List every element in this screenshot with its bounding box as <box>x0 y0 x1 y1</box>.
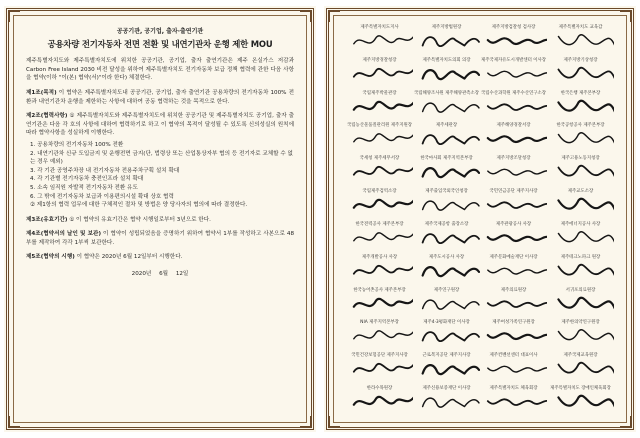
handwritten-signature <box>553 97 614 117</box>
signature-cell <box>547 90 614 123</box>
handwritten-signature <box>352 392 413 412</box>
handwritten-signature <box>419 162 480 182</box>
handwritten-signature <box>486 261 547 281</box>
signatory-org: 제주세관장 <box>435 123 458 129</box>
date-day: 12일 <box>175 271 189 278</box>
signature-stroke <box>423 333 479 342</box>
signature-cell <box>480 319 547 352</box>
article-text: 이 협약이 성립되었음을 증명하기 위하여 협약서 1부를 작성하고 사본으로 48부를 제작하여 각각 1부씩 보관한다. <box>26 231 294 246</box>
signature-cell <box>346 319 413 352</box>
signature-cell <box>346 155 413 188</box>
handwritten-signature <box>352 31 413 51</box>
handwritten-signature <box>486 392 547 412</box>
signature-grid <box>346 24 614 418</box>
signature-cell <box>346 122 413 155</box>
signature-stroke <box>354 266 413 274</box>
signatory-org: 제주국제교육원장 <box>563 353 598 359</box>
signatory-org: 제주국제자유도시개발센터 이사장 <box>480 57 547 63</box>
list-item: 2. 내연기관차 신규 도입금지 및 운행전면 금지(단, 법령상 또는 산업통상자부 협의 등 전기자로 교체할 수 없는 경우 예외) <box>30 150 293 166</box>
signature-stroke <box>488 235 547 241</box>
handwritten-signature <box>419 129 480 149</box>
handwritten-signature <box>553 359 614 379</box>
handwritten-signature <box>486 228 547 248</box>
signature-stroke <box>354 298 413 306</box>
signature-cell <box>346 221 413 254</box>
corner-ornament <box>329 416 340 427</box>
signature-stroke <box>488 71 547 77</box>
signatory-org: 제주신용보증재단 이사장 <box>422 386 471 392</box>
handwritten-signature <box>553 64 614 84</box>
article-5 <box>26 253 294 262</box>
article-text: 이 협약은 제주특별자치도내 공공기관, 공기업, 출자 출연기관 공용차량의 전기자동차 100% 전환과 내연기관차 운행을 제한하는 사항에 대하여 공동 협력하는 것을 목적으로 한다. <box>26 89 295 105</box>
article-heading: 제2조(협력사항) <box>26 113 68 120</box>
handwritten-signature <box>352 294 413 314</box>
document-subtitle: 공공기관, 공기업, 출자·출연기관 <box>116 28 204 35</box>
signature-cell <box>480 24 547 57</box>
signature-stroke <box>354 200 413 208</box>
signature-cell <box>547 221 614 254</box>
signature-stroke <box>488 202 547 208</box>
signatory-org: 국립농산물품질관리원 제주지원장 <box>346 123 413 129</box>
signature-cell <box>547 352 614 385</box>
signatory-org: 제주특별자치도 교육감 <box>558 25 603 30</box>
article-2 <box>26 112 294 138</box>
signature-cell <box>547 385 614 418</box>
corner-ornament <box>300 11 311 22</box>
list-item: 1. 공용차량의 전기자동차 100% 전환 <box>30 141 124 148</box>
handwritten-signature <box>486 64 547 84</box>
signature-stroke <box>558 232 614 243</box>
handwritten-signature <box>486 294 547 314</box>
handwritten-signature <box>553 392 614 412</box>
signature-cell <box>480 352 547 385</box>
list-item: ② 제1항의 협력 업무에 대한 구체적인 절차 및 방법은 양 당사자의 협의에 따라 결정한다. <box>30 202 248 209</box>
article-heading: 제5조(협약의 시행) <box>26 254 75 261</box>
signature-cell <box>547 122 614 155</box>
list-item: 3. 각 기관 공영주차장 내 전기자동차 전용주차구획 설치 확대 <box>30 167 180 174</box>
signature-stroke <box>354 167 413 175</box>
signatory-org: 제주특별자치도지사 <box>360 25 399 30</box>
signatory-org: 근로복지공단 제주지사장 <box>422 353 471 359</box>
signature-stroke <box>423 300 479 309</box>
signatory-org: 한국공항공사 제주본부장 <box>556 123 605 129</box>
article-heading: 제1조(목적) <box>26 89 57 96</box>
signature-cell <box>480 155 547 188</box>
signatory-org: 한국농어촌공사 제주본부장 <box>353 287 406 293</box>
cooperation-items <box>30 141 294 210</box>
signature-cell <box>413 90 480 123</box>
signature-stroke <box>423 234 479 243</box>
signature-stroke <box>354 364 413 372</box>
signature-stroke <box>488 399 547 405</box>
signature-cell <box>480 385 547 418</box>
signature-cell <box>547 24 614 57</box>
article-text: ① 제주특별자치도와 제주특별자치도에 위치한 공공기관 및 제주특별자치도 공기업, 출자 출연기관은 다음 각 호의 사항에 대하여 협력하기로 하고 이 협약의 목적이 달성될 수 있도록 신의성실의 원칙에 따라 협약사항을 성실하게 이행한다. <box>26 113 294 137</box>
signatory-org: 제주4·3평화재단 이사장 <box>423 320 470 326</box>
signature-stroke <box>423 37 479 46</box>
signatory-org: 제주도시공사 사장 <box>428 254 465 260</box>
article-text: 이 협약은 2020년 6월 12일부터 시행한다. <box>76 254 183 261</box>
handwritten-signature <box>553 162 614 182</box>
signature-stroke <box>488 104 547 110</box>
mou-content <box>26 28 294 414</box>
signatory-org: 제주특별자치도의회 의장 <box>422 57 471 63</box>
signature-panel <box>324 6 636 432</box>
handwritten-signature <box>486 97 547 117</box>
article-heading: 제3조(유효기간) <box>26 216 68 223</box>
signature-stroke <box>354 331 413 339</box>
signature-stroke <box>488 38 547 44</box>
handwritten-signature <box>553 195 614 215</box>
signature-cell <box>480 254 547 287</box>
signature-stroke <box>558 199 614 210</box>
signature-stroke <box>488 268 547 274</box>
handwritten-signature <box>352 64 413 84</box>
signature-cell <box>413 287 480 320</box>
signatory-org: 제주지방경찰청장 <box>362 57 397 63</box>
signature-stroke <box>423 365 479 374</box>
handwritten-signature <box>486 195 547 215</box>
handwritten-signature <box>352 129 413 149</box>
signatory-org: 국립제주검역소장 <box>362 189 397 195</box>
article-3 <box>26 216 294 225</box>
signature-stroke <box>558 68 614 79</box>
signatory-org: 제주연구원장 <box>433 287 460 293</box>
signature-cell <box>346 90 413 123</box>
signature-cell <box>346 385 413 418</box>
corner-ornament <box>300 416 311 427</box>
signature-cell <box>480 188 547 221</box>
signatory-org: 국민연금공단 제주지사장 <box>489 189 538 195</box>
corner-ornament <box>9 11 20 22</box>
handwritten-signature <box>553 129 614 149</box>
list-item: 4. 각 기관별 전기자동차 충전인프라 설치 확대 <box>30 176 144 183</box>
date-month: 6월 <box>159 271 169 278</box>
signature-stroke <box>423 136 479 145</box>
signatory-org: 제주여성가족연구원장 <box>492 320 535 326</box>
signatory-org: 제주고용노동지청장 <box>561 156 600 162</box>
signing-date <box>26 270 294 279</box>
signature-cell <box>346 352 413 385</box>
signatory-org: 제주출입국외국인청장 <box>425 189 468 195</box>
article-1 <box>26 89 294 106</box>
signature-stroke <box>488 301 547 307</box>
mou-document-panel <box>4 6 316 432</box>
list-item: 5. 소속 임직원 자발적 전기자동차 전환 유도 <box>30 184 138 191</box>
handwritten-signature <box>419 392 480 412</box>
date-year: 2020년 <box>131 271 152 278</box>
signature-stroke <box>354 233 413 241</box>
signatory-org: 한국은행 제주본부장 <box>560 90 601 96</box>
signature-cell <box>413 188 480 221</box>
handwritten-signature <box>553 228 614 248</box>
handwritten-signature <box>419 64 480 84</box>
signatory-org: 제주컨벤션센터 대표이사 <box>489 353 538 359</box>
signature-cell <box>346 287 413 320</box>
signatory-org: 제주의료원장 <box>500 287 527 293</box>
handwritten-signature <box>419 31 480 51</box>
signatory-org: 제주에너지공사 사장 <box>560 221 601 227</box>
handwritten-signature <box>486 129 547 149</box>
signatory-org: 제주지방기상청장 <box>563 57 598 63</box>
signatory-org: 제주한의약연구원장 <box>561 320 600 326</box>
signature-stroke <box>423 168 479 177</box>
signature-cell <box>346 254 413 287</box>
signatory-org: NIA 제주지역본부장 <box>360 320 399 326</box>
signature-stroke <box>558 133 614 144</box>
article-4 <box>26 230 294 247</box>
signature-stroke <box>423 201 479 210</box>
handwritten-signature <box>352 261 413 281</box>
corner-ornament <box>9 416 20 427</box>
handwritten-signature <box>419 195 480 215</box>
signature-stroke <box>423 70 479 79</box>
intro-paragraph: 제주특별자치도와 제주특별자치도에 위치한 공공기관, 공기업, 출자 출연기관은 제주 온실가스 저감과 Carbon Free Island 2030 비전 달성을 위하여 제주특별자치도 전기자동차 보급 정책 협력에 관한 다음 사항을 협약(이하 "이(본) 협약(서)"이라 한다) 체결한다. <box>26 58 294 82</box>
signature-stroke <box>488 367 547 373</box>
handwritten-signature <box>486 326 547 346</box>
signature-stroke <box>423 267 479 276</box>
article-heading: 제4조(협약서의 날인 및 보관) <box>26 231 102 238</box>
signature-stroke <box>488 137 547 143</box>
signature-stroke <box>488 334 547 340</box>
article-text: ① 이 협약의 유효기간은 협약 시행일로부터 3년으로 한다. <box>69 216 211 223</box>
handwritten-signature <box>352 162 413 182</box>
handwritten-signature <box>553 326 614 346</box>
signature-cell <box>480 122 547 155</box>
handwritten-signature <box>553 294 614 314</box>
corner-ornament <box>329 11 340 22</box>
corner-ornament <box>620 11 631 22</box>
handwritten-signature <box>352 195 413 215</box>
handwritten-signature <box>419 261 480 281</box>
signature-cell <box>346 57 413 90</box>
signatory-org: 제주특별자치도 체육회장 <box>489 386 538 392</box>
signature-cell <box>547 319 614 352</box>
signature-stroke <box>558 265 614 276</box>
signature-cell <box>346 24 413 57</box>
signature-cell <box>547 188 614 221</box>
signature-cell <box>413 221 480 254</box>
handwritten-signature <box>553 261 614 281</box>
signature-cell <box>413 352 480 385</box>
handwritten-signature <box>352 326 413 346</box>
signature-cell <box>413 254 480 287</box>
signatory-org: 제주지방검찰청 검사장 <box>491 25 536 30</box>
handwritten-signature <box>352 228 413 248</box>
signature-stroke <box>488 170 547 176</box>
signature-stroke <box>423 103 479 112</box>
signatory-org: 제주관광공사 사장 <box>495 221 532 227</box>
handwritten-signature <box>352 97 413 117</box>
signature-cell <box>413 122 480 155</box>
signatory-org: 한국마사회 제주지역본부장 <box>420 156 473 162</box>
handwritten-signature <box>486 359 547 379</box>
handwritten-signature <box>419 326 480 346</box>
signatory-org: 제주특별자치도 장애인체육회장 <box>550 386 611 392</box>
signature-stroke <box>354 397 413 405</box>
signatory-org: 제주교도소장 <box>567 189 594 195</box>
signatory-org: 제주지방조달청장 <box>496 156 531 162</box>
signatory-org: 제주국제공항 출장소장 <box>424 221 469 227</box>
signatory-org: 국세청 제주세무서장 <box>359 156 400 162</box>
signature-stroke <box>558 35 614 46</box>
handwritten-signature <box>486 31 547 51</box>
signatory-org: 제주문화예술재단 이사장 <box>489 254 538 260</box>
signature-stroke <box>558 396 614 407</box>
corner-ornament <box>620 416 631 427</box>
signature-stroke <box>354 69 413 77</box>
signatory-org: 제주테크노파크 원장 <box>560 254 601 260</box>
signature-cell <box>480 221 547 254</box>
signature-cell <box>547 57 614 90</box>
signature-cell <box>413 24 480 57</box>
signature-cell <box>480 287 547 320</box>
signature-stroke <box>558 363 614 374</box>
signatory-org: 제주해양경찰서장 <box>496 123 531 129</box>
signatory-org: 국립수산과학원 제주수산연구소장 <box>480 90 547 96</box>
signature-cell <box>547 155 614 188</box>
signatory-org: 한국전력공사 제주본부장 <box>355 221 404 227</box>
signatory-org: 국립제주박물관장 <box>362 90 397 96</box>
document-title: 공용차량 전기자동차 전면 전환 및 내연기관차 운행 제한 MOU <box>47 38 273 49</box>
signature-stroke <box>354 36 413 44</box>
signature-cell <box>413 155 480 188</box>
list-item: 6. 그 밖에 전기자동차 보급과 이용편의시설 확대 상호 협력 <box>30 193 174 200</box>
handwritten-signature <box>553 31 614 51</box>
signatory-org: 제주지방법원장 <box>431 25 462 30</box>
signature-cell <box>346 188 413 221</box>
signature-stroke <box>558 100 614 111</box>
signature-stroke <box>354 101 413 109</box>
signature-stroke <box>558 330 614 341</box>
signature-stroke <box>558 297 614 308</box>
handwritten-signature <box>419 97 480 117</box>
handwritten-signature <box>419 228 480 248</box>
signature-cell <box>480 57 547 90</box>
signature-cell <box>480 90 547 123</box>
signature-cell <box>547 254 614 287</box>
signatory-org: 제주개발공사 사장 <box>361 254 398 260</box>
signatory-org: 서귀포의료원장 <box>565 287 596 293</box>
signature-stroke <box>423 398 479 407</box>
signature-cell <box>413 319 480 352</box>
handwritten-signature <box>419 294 480 314</box>
signature-stroke <box>558 166 614 177</box>
signatory-org: 국립해양조사원 제주해양관측소장 <box>413 90 480 96</box>
signature-cell <box>547 287 614 320</box>
handwritten-signature <box>486 162 547 182</box>
signature-cell <box>413 385 480 418</box>
signatory-org: 한라수목원장 <box>366 386 393 392</box>
handwritten-signature <box>419 359 480 379</box>
signature-cell <box>413 57 480 90</box>
handwritten-signature <box>352 359 413 379</box>
signature-stroke <box>354 134 413 142</box>
signatory-org: 국민건강보험공단 제주지사장 <box>351 353 408 359</box>
